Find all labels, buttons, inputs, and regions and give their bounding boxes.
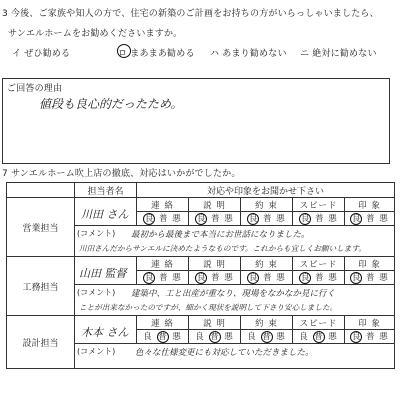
rating-explanation[interactable]: 良 普 悪 <box>189 212 241 226</box>
rating-explanation[interactable]: 良 普 悪 <box>189 330 241 344</box>
category-design: 設計担当 <box>7 316 75 369</box>
rating-promise[interactable]: 良 普 悪 <box>241 212 293 226</box>
rating-contact[interactable]: 良 普 悪 <box>137 271 189 285</box>
rating-selected: 良 <box>352 332 361 342</box>
reason-box <box>2 78 390 164</box>
comment-sales-line1: 最初から最後まで本当にお世話になりました。 <box>131 230 310 240</box>
staff-name-design <box>75 316 137 344</box>
criterion-speed: スピード <box>293 316 345 330</box>
comment-construction-line2: ことが出来なかったのですが、細かく現状を説明して下さり安心しました。 <box>79 303 338 312</box>
comment-design <box>75 344 395 369</box>
staff-design: 木本 さん <box>81 326 129 339</box>
reason-answer: 値段も良心的だったため。 <box>39 97 183 111</box>
comment-construction <box>75 285 395 316</box>
rating-selected: 良 <box>301 214 310 224</box>
comment-sales-line2: 川田さんだからサンエルに決めたようなものです。これからも宜しくお願いします。 <box>79 244 366 253</box>
criterion-contact: 連 絡 <box>137 198 189 212</box>
category-construction: 工務担当 <box>7 257 75 316</box>
rating-selected: 良 <box>249 214 258 224</box>
rating-selected: 良 <box>197 214 206 224</box>
rating-selected: 良 <box>197 273 206 283</box>
criterion-speed: スピード <box>293 198 345 212</box>
rating-impression[interactable]: 良 普 悪 <box>345 330 395 344</box>
rating-contact[interactable]: 良 普 悪 <box>137 212 189 226</box>
rating-promise[interactable]: 良 普 悪 <box>241 330 293 344</box>
staff-sales: 川田 さん <box>81 208 129 221</box>
option-ro[interactable]: ロ まあまあ勧める <box>118 49 195 59</box>
category-sales: 営業担当 <box>7 198 75 257</box>
rating-selected: 普 <box>158 332 167 342</box>
rating-selected: 良 <box>352 214 361 224</box>
question7-text: 7 サンエルホーム吹上店の撤底、対応はいかがでしたか。 <box>2 169 241 179</box>
option-ni[interactable]: ニ 絶対に勧めない <box>300 49 377 59</box>
rating-explanation[interactable]: 良 普 悪 <box>189 271 241 285</box>
criterion-speed: スピード <box>293 257 345 271</box>
rating-selected: 良 <box>145 273 154 283</box>
blank-corner <box>7 183 75 198</box>
rating-selected: 良 <box>145 214 154 224</box>
criterion-explanation: 説 明 <box>189 198 241 212</box>
criterion-impression: 印 象 <box>345 257 395 271</box>
comment-label: (コメント) <box>77 229 116 238</box>
reason-label: ご回答の理由 <box>7 84 63 94</box>
question3-text-line2: サンエルホームをお勧めくださいますか。 <box>8 29 183 39</box>
rating-speed[interactable]: 良 普 悪 <box>293 271 345 285</box>
criterion-promise: 約 束 <box>241 316 293 330</box>
rating-selected: 良 <box>249 273 258 283</box>
rating-contact[interactable]: 良 普 悪 <box>137 330 189 344</box>
question3-text-line1: 3 今後、ご家族や知人の方で、住宅の新築のご計画をお持ちの方がいらっしゃいましたら、 <box>2 9 379 19</box>
criterion-contact: 連 絡 <box>137 257 189 271</box>
comment-label: (コメント) <box>77 347 116 356</box>
staff-construction: 山田 監督 <box>79 267 127 280</box>
option-ha[interactable]: ハ あまり勧めない <box>210 49 287 59</box>
criterion-promise: 約 束 <box>241 257 293 271</box>
criterion-impression: 印 象 <box>345 198 395 212</box>
evaluation-table <box>6 182 395 369</box>
rating-impression[interactable]: 良 普 悪 <box>345 271 395 285</box>
option-i[interactable]: イ ぜひ勧める <box>12 49 71 59</box>
criterion-explanation: 説 明 <box>189 257 241 271</box>
staff-name-construction <box>75 257 137 285</box>
rating-impression[interactable]: 良 普 悪 <box>345 212 395 226</box>
comment-design-line1: 色々な仕様変更にも対応していただきました。 <box>135 348 314 358</box>
rating-selected: 良 <box>301 273 310 283</box>
rating-selected: 普 <box>314 332 323 342</box>
rating-promise[interactable]: 良 普 悪 <box>241 271 293 285</box>
rating-speed[interactable]: 良 普 悪 <box>293 330 345 344</box>
rating-selected: 普 <box>210 332 219 342</box>
criterion-explanation: 説 明 <box>189 316 241 330</box>
selected-option-circle <box>117 44 131 58</box>
comment-label: (コメント) <box>77 288 116 297</box>
criterion-contact: 連 絡 <box>137 316 189 330</box>
rating-speed[interactable]: 良 普 悪 <box>293 212 345 226</box>
comment-construction-line1: 建築中、工と出産が重なり、現場をなかなか見に行く <box>131 289 336 299</box>
staff-name-sales <box>75 198 137 226</box>
header-staff: 担当者名 <box>75 183 137 198</box>
comment-sales <box>75 226 395 257</box>
header-eval: 対応や印象をお聞かせ下さい <box>137 183 395 198</box>
criterion-promise: 約 束 <box>241 198 293 212</box>
criterion-impression: 印 象 <box>345 316 395 330</box>
rating-selected: 普 <box>262 332 271 342</box>
rating-selected: 良 <box>352 273 361 283</box>
